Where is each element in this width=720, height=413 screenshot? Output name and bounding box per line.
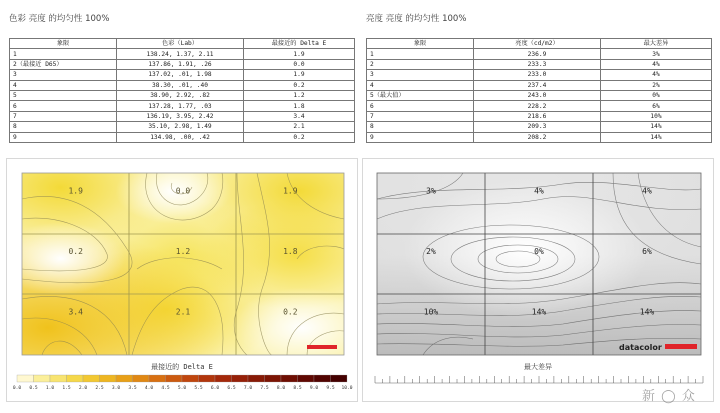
scale-tick-label: 4.0 <box>144 386 154 391</box>
left-uniformity-table <box>9 38 355 143</box>
table-cell: 9 <box>367 132 474 142</box>
scale-swatch <box>83 375 100 382</box>
cell-value-label: 0.0 <box>175 186 191 196</box>
col-quadrant: 象限 <box>10 39 117 49</box>
red-marker-bar <box>307 345 337 349</box>
right-table-header-row <box>367 39 712 49</box>
scale-swatch <box>133 375 150 382</box>
col-color-lab: 色彩（Lab） <box>117 39 244 49</box>
scale-tick-label: 10.0 <box>341 386 353 391</box>
table-row <box>367 101 712 111</box>
table-cell: 236.9 <box>474 49 601 59</box>
table-cell: 137.28, 1.77, .03 <box>117 101 244 111</box>
table-cell: 3 <box>367 70 474 80</box>
scale-tick-label: 6.5 <box>227 386 236 391</box>
cell-value-label: 2% <box>426 247 436 256</box>
table-cell: 0.2 <box>244 80 355 90</box>
cell-value-label: 1.9 <box>283 186 298 196</box>
table-cell: 1.2 <box>244 90 355 100</box>
col-max-difference: 最大差异 <box>601 39 712 49</box>
table-cell: 2 <box>367 59 474 69</box>
table-cell: 2.1 <box>244 122 355 132</box>
table-row <box>10 90 355 100</box>
scale-tick-label: 8.5 <box>293 386 302 391</box>
luminance-uniformity-heatmap <box>363 159 713 401</box>
table-cell: 233.3 <box>474 59 601 69</box>
table-cell: 5 <box>10 90 117 100</box>
scale-swatch <box>314 375 331 382</box>
gray-scale-ruler <box>375 376 703 383</box>
scale-tick-label: 5.5 <box>194 386 203 391</box>
table-cell: 209.3 <box>474 122 601 132</box>
scale-tick-label: 7.0 <box>243 386 253 391</box>
cell-value-label: 4% <box>534 186 544 196</box>
scale-tick-label: 9.5 <box>326 386 335 391</box>
table-cell: 1 <box>10 49 117 59</box>
table-row <box>367 90 712 100</box>
scale-swatch <box>116 375 133 382</box>
table-cell: 14% <box>601 122 712 132</box>
left-section-title: 色彩 亮度 的均匀性 100% <box>9 14 110 24</box>
table-cell: 1 <box>367 49 474 59</box>
scale-tick-label: 0.5 <box>29 386 38 391</box>
scale-swatch <box>182 375 199 382</box>
table-cell: 0% <box>601 90 712 100</box>
table-row <box>10 111 355 121</box>
cell-value-label: 14% <box>639 307 655 317</box>
scale-swatch <box>67 375 84 382</box>
table-cell: 10% <box>601 111 712 121</box>
cell-value-label: 1.8 <box>283 247 298 256</box>
table-cell: 6 <box>10 101 117 111</box>
scale-swatch <box>34 375 51 382</box>
scale-tick-label: 3.5 <box>128 386 137 391</box>
color-uniformity-heatmap <box>7 159 357 401</box>
scale-swatch <box>50 375 67 382</box>
table-row <box>367 49 712 59</box>
table-cell: 6% <box>601 101 712 111</box>
table-row <box>367 80 712 90</box>
table-cell: 35.10, 2.98, 1.49 <box>117 122 244 132</box>
table-cell: 233.0 <box>474 70 601 80</box>
scale-tick-label: 5.0 <box>177 386 187 391</box>
table-cell: 3 <box>10 70 117 80</box>
scale-tick-label: 2.0 <box>78 386 88 391</box>
right-section-title: 亮度 亮度 的均匀性 100% <box>366 14 467 24</box>
table-cell: 136.19, 3.95, 2.42 <box>117 111 244 121</box>
scale-tick-label: 1.5 <box>62 386 71 391</box>
heatmap-plot <box>377 173 701 355</box>
table-cell: 4 <box>367 80 474 90</box>
table-row <box>10 122 355 132</box>
scale-tick-label: 2.5 <box>95 386 104 391</box>
cell-value-label: 1.9 <box>68 186 83 196</box>
scale-swatch <box>281 375 298 382</box>
table-cell: 3% <box>601 49 712 59</box>
scale-tick-label: 0.0 <box>12 386 22 391</box>
table-row <box>367 132 712 142</box>
heatmap-plot <box>22 173 344 355</box>
cell-value-label: 1.2 <box>175 247 191 256</box>
table-row <box>367 111 712 121</box>
cell-value-label: 0.2 <box>68 247 83 256</box>
table-cell: 228.2 <box>474 101 601 111</box>
luminance-uniformity-panel <box>362 158 714 402</box>
table-cell: 243.0 <box>474 90 601 100</box>
table-cell: 4% <box>601 59 712 69</box>
table-cell: 4 <box>10 80 117 90</box>
cell-value-label: 14% <box>531 307 547 317</box>
table-row <box>10 70 355 80</box>
table-cell: 7 <box>367 111 474 121</box>
table-cell: 1.9 <box>244 49 355 59</box>
datacolor-logo: datacolor <box>619 343 662 352</box>
delta-e-color-scale <box>13 375 353 391</box>
table-cell: 237.4 <box>474 80 601 90</box>
heatmap-xlabel: 最接近的 Delta E <box>151 363 213 371</box>
table-cell: 38.90, 2.92, .82 <box>117 90 244 100</box>
scale-tick-label: 6.0 <box>210 386 220 391</box>
table-cell: 208.2 <box>474 132 601 142</box>
table-cell: 134.98, .00, .42 <box>117 132 244 142</box>
site-watermark-logo: 新 ◯ 众 <box>642 389 696 404</box>
scale-swatch <box>100 375 117 382</box>
table-cell: 8 <box>10 122 117 132</box>
left-table-header-row <box>10 39 355 49</box>
table-cell: 1.9 <box>244 70 355 80</box>
table-cell: 7 <box>10 111 117 121</box>
scale-swatch <box>166 375 183 382</box>
scale-tick-label: 7.5 <box>260 386 269 391</box>
scale-tick-label: 4.5 <box>161 386 170 391</box>
table-cell: 6 <box>367 101 474 111</box>
cell-value-label: 4% <box>642 186 652 196</box>
cell-value-label: 6% <box>642 247 652 256</box>
cell-value-label: 2.1 <box>175 307 191 317</box>
color-uniformity-panel <box>6 158 358 402</box>
table-row <box>367 59 712 69</box>
table-cell: 8 <box>367 122 474 132</box>
table-row <box>10 101 355 111</box>
scale-swatch <box>331 375 348 382</box>
table-cell: 14% <box>601 132 712 142</box>
cell-value-label: 0.2 <box>283 307 298 317</box>
table-row <box>10 49 355 59</box>
table-row <box>367 70 712 80</box>
col-quadrant: 象限 <box>367 39 474 49</box>
scale-tick-label: 1.0 <box>45 386 55 391</box>
table-cell: 3.4 <box>244 111 355 121</box>
table-row <box>10 80 355 90</box>
heatmap-xlabel: 最大差异 <box>524 363 552 371</box>
scale-swatch <box>265 375 282 382</box>
cell-value-label: 0% <box>534 247 544 256</box>
col-luminance: 亮度（cd/m2） <box>474 39 601 49</box>
scale-tick-label: 9.0 <box>309 386 319 391</box>
table-cell: 4% <box>601 70 712 80</box>
table-row <box>10 59 355 69</box>
table-cell: 1.8 <box>244 101 355 111</box>
scale-swatch <box>232 375 249 382</box>
scale-tick-label: 3.0 <box>111 386 121 391</box>
right-uniformity-table <box>366 38 712 143</box>
table-cell: 138.24, 1.37, 2.11 <box>117 49 244 59</box>
table-row <box>10 132 355 142</box>
table-cell: 5（最大值） <box>367 90 474 100</box>
cell-value-label: 3.4 <box>68 307 83 317</box>
scale-swatch <box>298 375 315 382</box>
table-cell: 0.2 <box>244 132 355 142</box>
table-cell: 137.02, .01, 1.98 <box>117 70 244 80</box>
scale-swatch <box>149 375 166 382</box>
col-delta-e: 最接近的 Delta E <box>244 39 355 49</box>
table-cell: 2% <box>601 80 712 90</box>
scale-swatch <box>215 375 232 382</box>
datacolor-logo-bar <box>665 344 697 349</box>
table-row <box>367 122 712 132</box>
cell-value-label: 10% <box>423 307 439 317</box>
cell-value-label: 3% <box>426 186 436 196</box>
scale-swatch <box>17 375 34 382</box>
scale-swatch <box>248 375 265 382</box>
table-cell: 38.30, .01, .40 <box>117 80 244 90</box>
scale-swatch <box>199 375 216 382</box>
table-cell: 2（最接近 D65） <box>10 59 117 69</box>
scale-tick-label: 8.0 <box>276 386 286 391</box>
table-cell: 137.86, 1.91, .26 <box>117 59 244 69</box>
table-cell: 0.0 <box>244 59 355 69</box>
table-cell: 9 <box>10 132 117 142</box>
table-cell: 218.6 <box>474 111 601 121</box>
